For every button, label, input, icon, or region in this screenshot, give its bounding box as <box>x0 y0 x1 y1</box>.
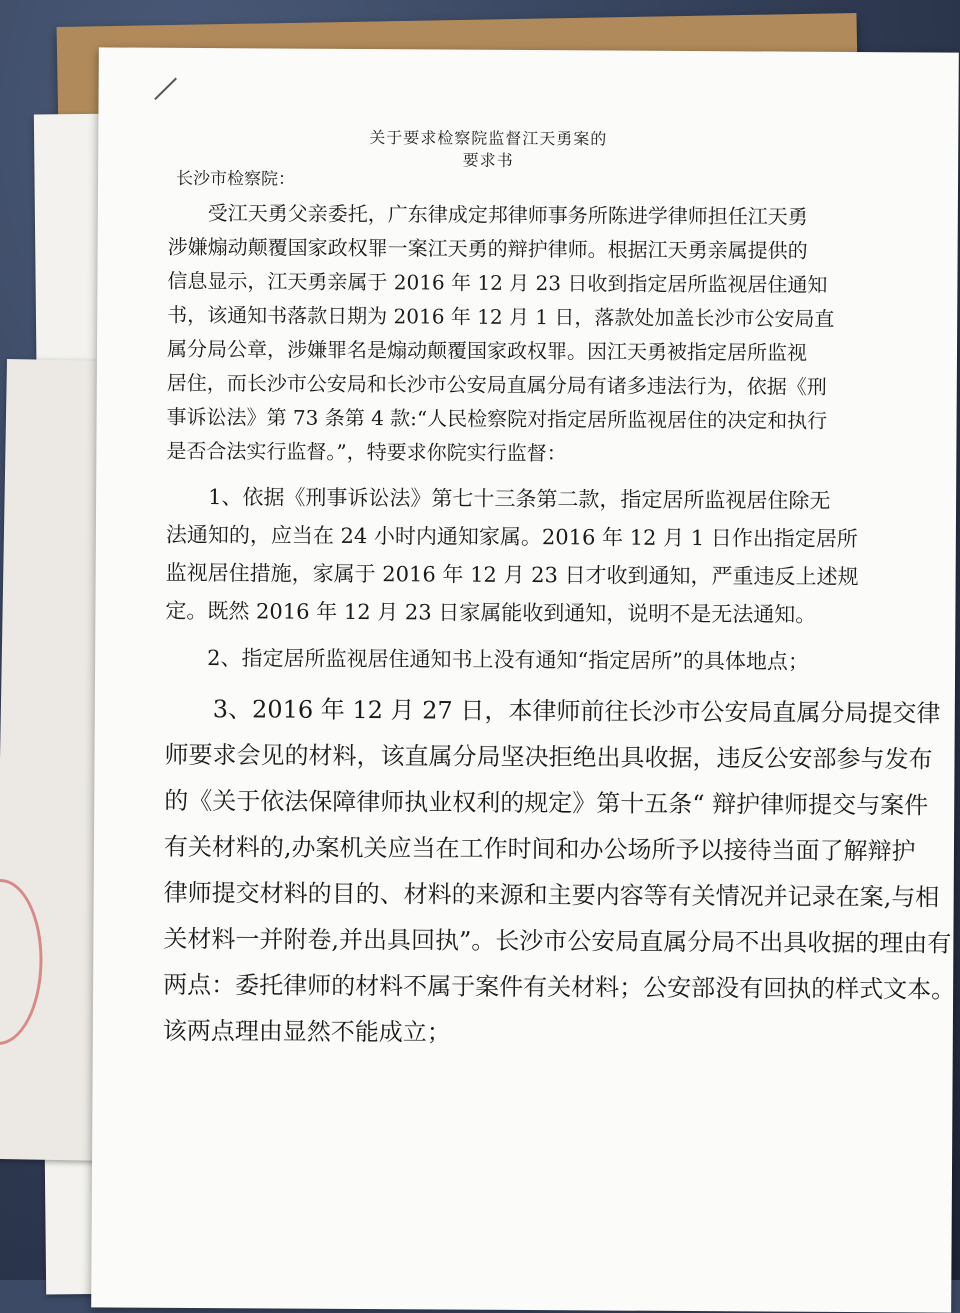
red-seal-mark <box>0 878 44 1045</box>
staple-mark <box>154 78 177 101</box>
text-line: 事诉讼法》第 73 条第 4 款:“人民检察院对指定居所监视居住的决定和执行 <box>166 404 828 433</box>
text-line: 3、2016 年 12 月 27 日，本律师前往长沙市公安局直属分局提交律 <box>164 694 941 728</box>
text-line: 信息显示，江天勇亲属于 2016 年 12 月 23 日收到指定居所监视居住通知 <box>167 268 828 297</box>
text-line: 律师提交材料的目的、材料的来源和主要内容等有关情况并记录在案,与相 <box>163 878 940 912</box>
paragraph-point-3 <box>162 686 956 1059</box>
text-line: 监视居住措施，家属于 2016 年 12 月 23 日才收到通知，严重违反上述规 <box>165 560 859 590</box>
text-line: 涉嫌煽动颠覆国家政权罪一案江天勇的辩护律师。根据江天勇亲属提供的 <box>167 234 808 263</box>
text-line: 定。既然 2016 年 12 月 23 日家属能收到通知，说明不是无法通知。 <box>165 598 817 627</box>
document-body <box>162 196 956 1059</box>
text-line: 有关材料的,办案机关应当在工作时间和办公场所予以接待当面了解辩护 <box>163 832 916 866</box>
text-line: 2、指定居所监视居住通知书上没有通知“指定居所”的具体地点； <box>165 645 810 674</box>
text-line: 的《关于依法保障律师执业权利的规定》第十五条“ 辩护律师提交与案件 <box>164 786 929 820</box>
document-title-line2: 要求书 <box>462 150 514 170</box>
text-line: 关材料一并附卷,并出具回执”。长沙市公安局直属分局不出具收据的理由有 <box>163 924 952 958</box>
text-line: 法通知的，应当在 24 小时内通知家属。2016 年 12 月 1 日作出指定居所 <box>165 522 858 552</box>
paragraph-point-1 <box>165 478 926 635</box>
text-line: 师要求会见的材料，该直属分局坚决拒绝出具收据，违反公安部参与发布 <box>164 740 933 774</box>
document-page <box>91 47 959 1312</box>
text-line: 属分局公章，涉嫌罪名是煽动颠覆国家政权罪。因江天勇被指定居所监视 <box>166 336 808 365</box>
addressee: 长沙市检察院： <box>175 168 296 190</box>
text-line: 书，该通知书落款日期为 2016 年 12 月 1 日，落款处加盖长沙市公安局直 <box>167 302 835 331</box>
document-title: 关于要求检察院监督江天勇案的 <box>369 128 608 149</box>
paragraph-intro <box>166 196 928 473</box>
text-line: 受江天勇父亲委托，广东律成定邦律师事务所陈进学律师担任江天勇 <box>167 200 808 229</box>
text-line: 该两点理由显然不能成立； <box>162 1016 451 1047</box>
text-line: 1、依据《刑事诉讼法》第七十三条第二款，指定居所监视居住除无 <box>166 484 831 513</box>
paragraph-point-2 <box>165 640 925 681</box>
text-line: 居住，而长沙市公安局和长沙市公安局直属分局有诸多违法行为，依据《刑 <box>166 370 827 399</box>
text-line: 两点：委托律师的材料不属于案件有关材料；公安部没有回执的样式文本。 <box>163 970 956 1004</box>
text-line: 是否合法实行监督。”，特要求你院实行监督： <box>166 438 567 466</box>
